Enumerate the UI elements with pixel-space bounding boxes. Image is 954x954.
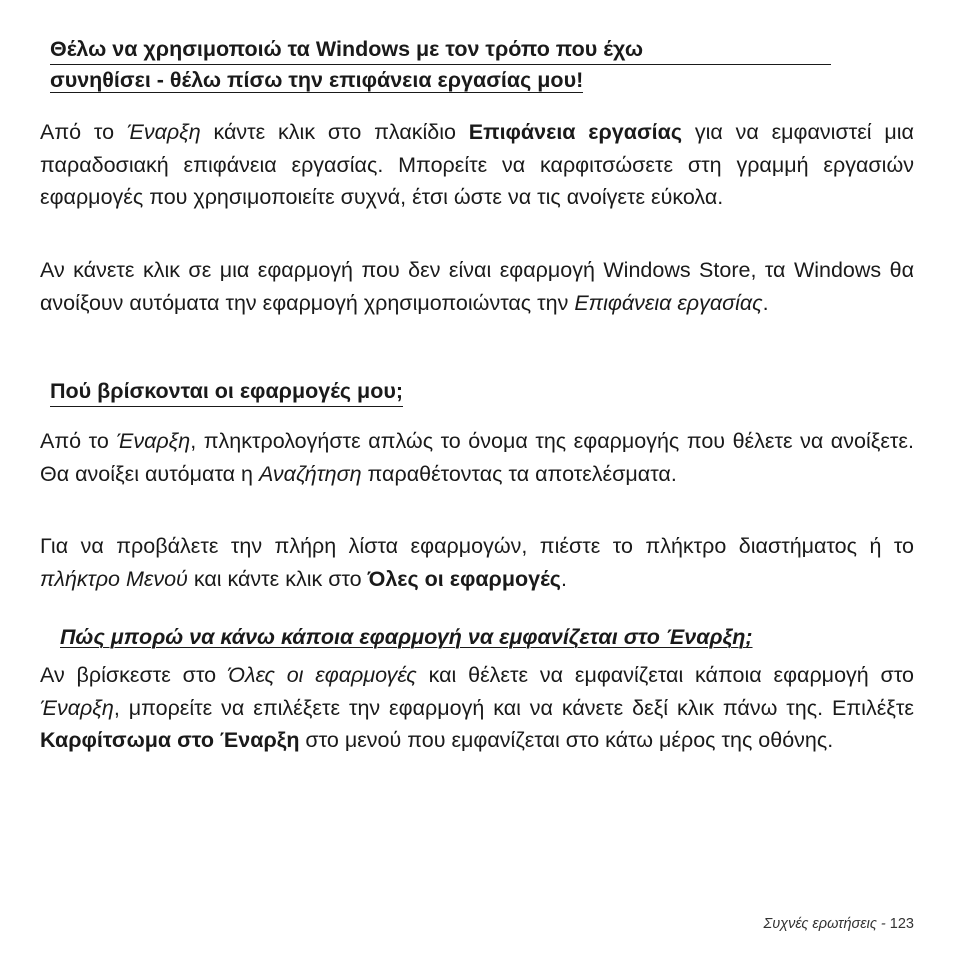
page-footer <box>764 916 915 932</box>
text: , μπορείτε να επιλέξετε την εφαρμογή και να κάνετε δεξί κλικ πάνω της. Επιλέξτε <box>113 695 914 720</box>
text: . <box>762 290 769 315</box>
footer-section-title: Συχνές ερωτήσεις - <box>763 916 890 932</box>
text: και κάντε κλικ στο <box>187 566 368 591</box>
italic-term: Έναρξη <box>40 695 114 720</box>
bold-term: Επιφάνεια εργασίας <box>468 120 683 144</box>
text: Από το <box>40 120 127 144</box>
text: κάντε κλικ στο πλακίδιο <box>200 120 469 144</box>
italic-term: Έναρξη <box>126 120 201 144</box>
page-number: 123 <box>889 916 914 932</box>
paragraph-search-app <box>40 425 914 490</box>
italic-term: Επιφάνεια εργασίας <box>574 290 763 315</box>
text: Από το <box>40 429 117 453</box>
text: Για να προβάλετε την πλήρη λίστα εφαρμογών, πιέστε το πλήκτρο διαστήματος ή το <box>40 534 914 558</box>
paragraph-start-desktop <box>40 116 914 214</box>
italic-term: Όλες οι εφαρμογές <box>227 663 417 687</box>
italic-term: Αναζήτηση <box>258 461 362 486</box>
heading-pin-to-start: Πώς μπορώ να κάνω κάποια εφαρμογή να εμφανίζεται στο Έναρξη; <box>60 625 753 649</box>
heading-line-1: Θέλω να χρησιμοποιώ τα Windows με τον τρόπο που έχω <box>50 34 831 65</box>
text: στο μενού που εμφανίζεται στο κάτω μέρος της οθόνης. <box>299 728 834 752</box>
bold-term: Καρφίτσωμα στο Έναρξη <box>40 728 300 752</box>
text: για να εμφανιστεί μια παραδοσιακή επιφάνεια εργασίας. Μπορείτε να καρφιτσώσετε στη γραμμή εργασιών εφαρμογές που χρησιμοποιείτε συχνά, έτσι ώστε να τις ανοίγετε εύκολα. <box>40 120 914 209</box>
heading-windows-desktop <box>50 34 840 96</box>
heading-line-2: συνηθίσει - θέλω πίσω την επιφάνεια εργασίας μου! <box>50 68 584 92</box>
paragraph-pin-to-start <box>40 659 914 757</box>
paragraph-windows-store <box>40 254 914 319</box>
text: , πληκτρολογήστε απλώς το όνομα της εφαρμογής που θέλετε να ανοίξετε. Θα ανοίξει αυτόματα η <box>40 429 914 486</box>
text: Αν βρίσκεστε στο <box>40 663 228 687</box>
text: και θέλετε να εμφανίζεται κάποια εφαρμογή στο <box>416 663 914 687</box>
text: παραθέτοντας τα αποτελέσματα. <box>361 461 677 486</box>
text: . <box>560 566 567 591</box>
italic-term: Έναρξη <box>116 429 191 453</box>
italic-term: πλήκτρο Μενού <box>40 566 188 591</box>
bold-term: Όλες οι εφαρμογές <box>367 566 561 591</box>
paragraph-all-apps <box>40 530 914 595</box>
heading-where-are-apps: Πού βρίσκονται οι εφαρμογές μου; <box>50 376 403 407</box>
text: Αν κάνετε κλικ σε μια εφαρμογή που δεν είναι εφαρμογή Windows Store, τα Windows θα ανοίξουν αυτόματα την εφαρμογή χρησιμοποιώντας την <box>40 258 914 315</box>
